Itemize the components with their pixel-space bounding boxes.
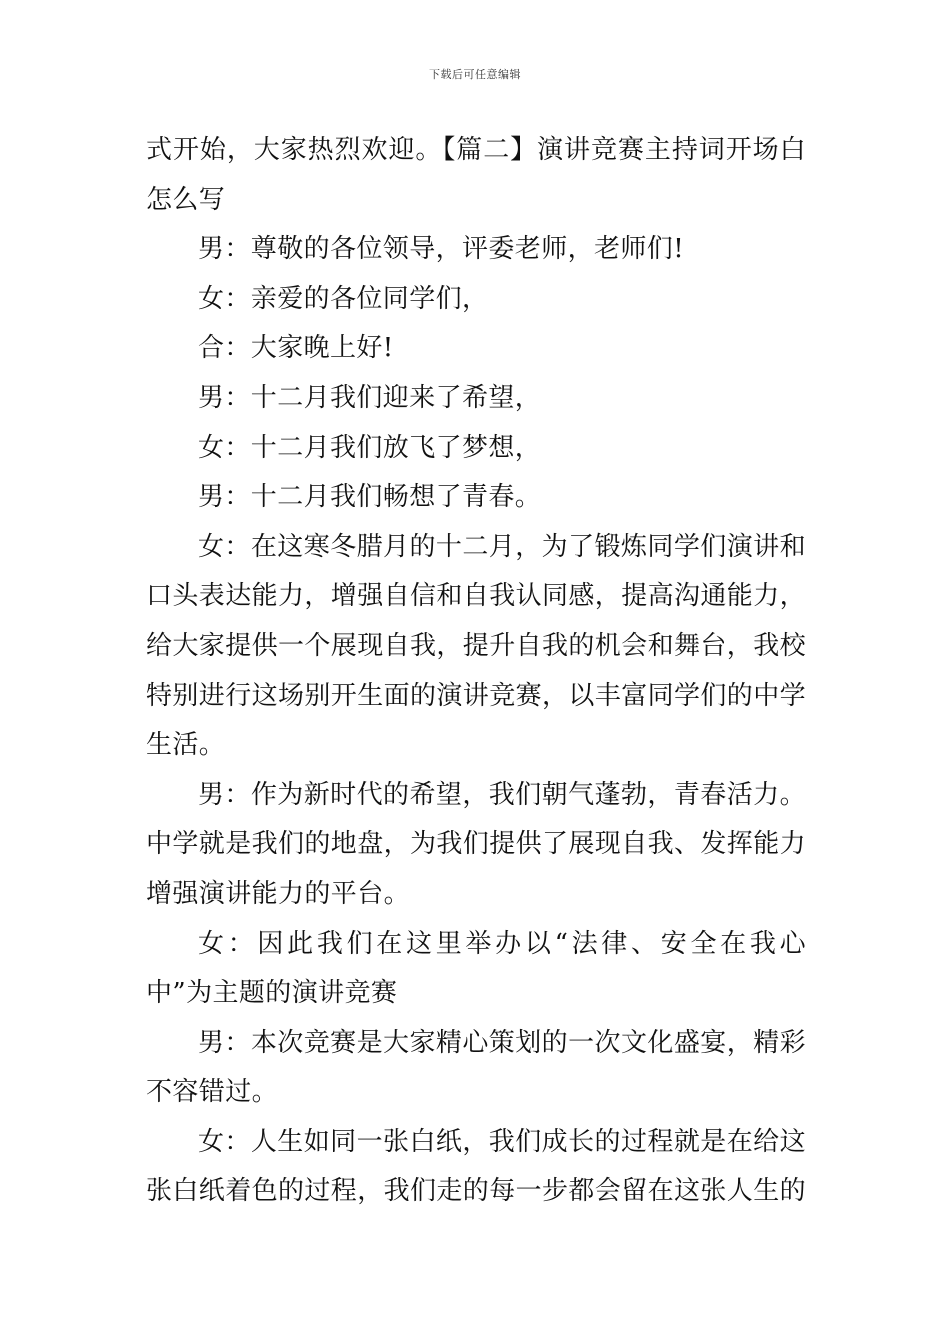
paragraph: 男：作为新时代的希望，我们朝气蓬勃，青春活力。中学就是我们的地盘，为我们提供了展现自我、发挥能力增强演讲能力的平台。 [146, 779, 807, 909]
paragraph: 女：十二月我们放飞了梦想， [198, 432, 542, 463]
paragraph: 男：十二月我们迎来了希望， [198, 382, 542, 413]
paragraph: 女：人生如同一张白纸，我们成长的过程就是在给这张白纸着色的过程，我们走的每一步都会留在这张人生的 [146, 1126, 807, 1207]
paragraph: 男：尊敬的各位领导，评委老师，老师们! [198, 234, 685, 265]
paragraph: 男：本次竞赛是大家精心策划的一次文化盛宴，精彩不容错过。 [146, 1027, 806, 1108]
paragraph: 女：在这寒冬腊月的十二月，为了锻炼同学们演讲和口头表达能力，增强自信和自我认同感，提高沟通能力，给大家提供一个展现自我，提升自我的机会和舞台，我校特别进行这场别开生面的演讲竞赛，以丰富同学们的中学生活。 [146, 531, 807, 761]
paragraph: 式开始，大家热烈欢迎。【篇二】演讲竞赛主持词开场白怎么写 [146, 135, 806, 215]
header-note: 下载后可任意编辑 [429, 68, 521, 81]
paragraph: 合：大家晚上好! [198, 333, 394, 364]
paragraph: 男：十二月我们畅想了青春。 [198, 482, 542, 513]
document-body [146, 126, 806, 1217]
paragraph: 女：因此我们在这里举办以“法律、安全在我心中”为主题的演讲竞赛 [146, 928, 806, 1009]
paragraph: 女：亲爱的各位同学们， [198, 283, 489, 314]
